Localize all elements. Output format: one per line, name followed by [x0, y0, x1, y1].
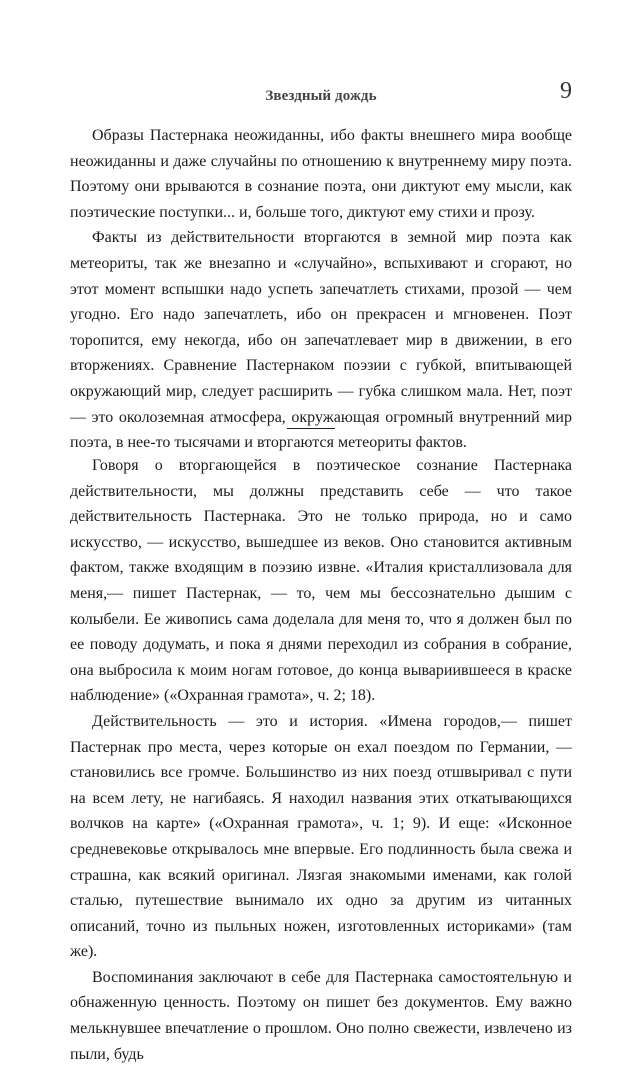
running-title: Звездный дождь — [265, 88, 377, 104]
paragraph: Говоря о вторгающейся в поэтическое сознание Пастернака действительности, мы должны представить себе — что такое действительность Пастернака. Это не только природа, но и само искусство, — искусство, вышедшее из веков. Оно становится активным фактом, также входящим в поэзию извне. «Италия кристаллизовала для меня,— пишет Пастернак, — то, чем мы бессознательно дышим с колыбели. Ее живопись сама доделала для меня то, что я должен был по ее поводу додумать, и пока я днями переходил из собрания в собрание, она выбросила к моим ногам готовое, до конца вывариившееся в краске наблюдение» («Охранная грамота», ч. 2; 18). — [70, 457, 572, 705]
paragraph: Факты из действительности вторгаются в земной мир поэта как метеориты, так же внезапно и «случайно», вспыхивают и сгорают, но этот момент вспышки надо успеть запечатлеть стихами, прозой — чем угодно. Его надо запечатлеть, ибо он прекрасен и мгновенен. Поэт торопится, ему некогда, ибо он запечатлевает мир в движении, в его вторжениях. Сравнение Пастернаком поэзии с губкой, впитывающей окружающий мир, следует расширить — губка слишком мала. Нет, поэт — это околоземная атмосфера, окружающая огромный внутренний мир поэта, в нее-то тысячами и вторгаются метеориты фактов. — [70, 229, 572, 452]
running-head — [70, 80, 572, 110]
paragraph: Воспоминания заключают в себе для Пастернака самостоятельную и обнаженную ценность. Поэтому он пишет без документов. Ему важно мелькнувшее впечатление о прошлом. Оно полно свежести, извлечено из пыли, будь — [70, 968, 572, 1063]
paragraph: Образы Пастернака неожиданны, ибо факты внешнего мира вообще неожиданны и даже случайны по отношению к внутреннему миру поэта. Поэтому они врываются в сознание поэта, они диктуют ему мысли, как поэтические поступки... и, больше того, диктуют ему стихи и прозу. — [70, 127, 572, 221]
section-divider — [287, 428, 335, 429]
page-number: 9 — [560, 78, 572, 104]
text-block-1 — [70, 123, 572, 456]
text-block-2 — [70, 453, 572, 1067]
paragraph: Действительность — это и история. «Имена городов,— пишет Пастернак про места, через которые он ехал поездом по Германии, — становились все громче. Большинство из них поезд отшвыривал с пути на всем лету, не нагибаясь. Я находил названия этих откатывающихся волчков на карте» («Охранная грамота», ч. 1; 9). И еще: «Исконное средневековье открывалось мне впервые. Его подлинность была свежа и страшна, как всякий оригинал. Лязгая знакомыми именами, как голой сталью, путешествие вынимало их одно за другим из читанных описаний, точно из пыльных ножен, изготовленных историками» (там же). — [70, 712, 572, 961]
